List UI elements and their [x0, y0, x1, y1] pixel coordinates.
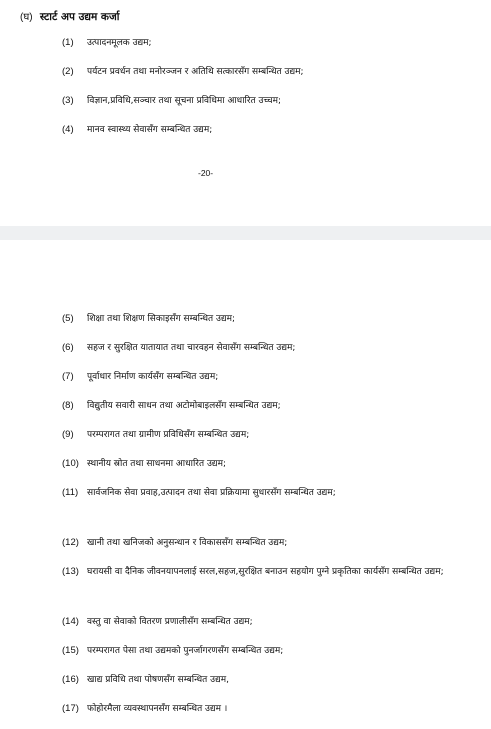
section-marker: (घ) — [20, 12, 33, 23]
item-text: विज्ञान,प्रविधि,सञ्चार तथा सूचना प्रविधिमा आधारित उच्चम; — [87, 96, 282, 106]
item-text: मानव स्वास्थ्य सेवासँग सम्बन्धित उद्यम; — [87, 125, 213, 135]
item-number: (4) — [62, 124, 74, 135]
list-item — [62, 533, 482, 553]
item-text: परम्परागत पेसा तथा उद्यमको पुनर्जागरणसँग सम्बन्धित उद्यम; — [87, 646, 284, 656]
list-item — [62, 670, 482, 690]
list-item — [62, 120, 482, 140]
item-number: (11) — [62, 487, 79, 498]
list-item — [62, 62, 482, 82]
item-number: (12) — [62, 537, 79, 548]
item-number: (6) — [62, 342, 74, 353]
item-text: उत्पादनमूलक उद्यम; — [87, 38, 152, 48]
item-text: शिक्षा तथा शिक्षण सिकाइसँग सम्बन्धित उद्यम; — [87, 314, 236, 324]
item-text: स्थानीय स्रोत तथा साधनमा आधारित उद्यम; — [87, 459, 226, 469]
list-item — [62, 396, 482, 416]
list-item — [62, 91, 482, 111]
list-item — [62, 309, 482, 329]
item-number: (3) — [62, 95, 74, 106]
item-number: (2) — [62, 66, 74, 77]
list-item — [62, 483, 482, 503]
list-item — [62, 641, 482, 661]
item-text: सार्वजनिक सेवा प्रवाह,उत्पादन तथा सेवा प्रक्रियामा सुधारसँग सम्बन्धित उद्यम; — [87, 488, 336, 498]
item-text: वस्तु वा सेवाको वितरण प्रणालीसँग सम्बन्धित उद्यम; — [87, 617, 253, 627]
item-text: पूर्वाधार निर्माण कार्यसँग सम्बन्धित उद्यम; — [87, 372, 219, 382]
item-number: (16) — [62, 674, 79, 685]
item-text: फोहोरमैला व्यवस्थापनसँग सम्बन्धित उद्यम । — [87, 704, 228, 714]
item-text: खानी तथा खनिजको अनुसन्धान र विकाससँग सम्बन्धित उद्यम; — [87, 538, 288, 548]
list-item — [62, 367, 482, 387]
page-separator — [0, 226, 491, 240]
item-text: घरायसी वा दैनिक जीवनयापनलाई सरल,सहज,सुरक्षित बनाउन सहयोग पुग्ने प्रकृतिका कार्यसँग सम्बन्धित उद्यम; — [87, 567, 444, 577]
section-heading — [20, 9, 120, 24]
item-number: (10) — [62, 458, 79, 469]
item-number: (15) — [62, 645, 79, 656]
item-number: (9) — [62, 429, 74, 440]
item-number: (5) — [62, 313, 74, 324]
item-number: (1) — [62, 37, 74, 48]
list-item — [62, 699, 482, 719]
item-text: विद्युतीय सवारी साधन तथा अटोमोबाइलसँग सम्बन्धित उद्यम; — [87, 401, 281, 411]
page-upper — [0, 0, 491, 226]
page-number: -20- — [198, 168, 214, 178]
section-title: स्टार्ट अप उद्यम कर्जा — [39, 11, 120, 23]
item-number: (8) — [62, 400, 74, 411]
item-text: पर्यटन प्रवर्धन तथा मनोरञ्जन र अतिथि सत्कारसँग सम्बन्धित उद्यम; — [87, 67, 304, 77]
item-text: परम्परागत तथा ग्रामीण प्रविधिसँग सम्बन्धित उद्यम; — [87, 430, 250, 440]
list-item — [62, 612, 482, 632]
list-item — [62, 425, 482, 445]
item-number: (7) — [62, 371, 74, 382]
item-text: सहज र सुरक्षित यातायात तथा चारवहन सेवासँग सम्बन्धित उद्यम; — [87, 343, 296, 353]
item-number: (17) — [62, 703, 79, 714]
item-number: (13) — [62, 566, 79, 577]
list-item — [62, 33, 482, 53]
list-item — [62, 338, 482, 358]
item-text: खाद्य प्रविधि तथा पोषणसँग सम्बन्धित उद्यम, — [87, 675, 229, 685]
list-item — [62, 562, 482, 582]
item-number: (14) — [62, 616, 79, 627]
list-item — [62, 454, 482, 474]
